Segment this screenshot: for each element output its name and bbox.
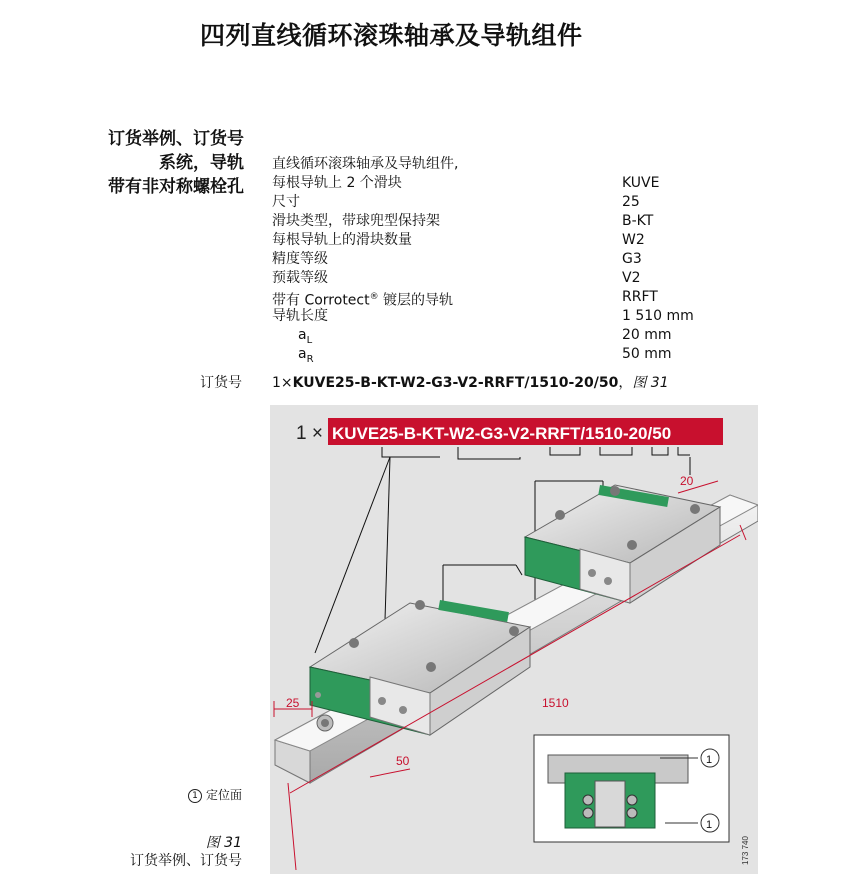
spec-value: 50 mm xyxy=(622,346,672,362)
side-heading-line-2: 系统，导轨 xyxy=(159,153,244,173)
spec-label: 每根导轨上 2 个滑块 xyxy=(272,175,402,191)
order-number: 1×KUVE25-B-KT-W2-G3-V2-RRFT/1510-20/50，图 31 xyxy=(272,375,669,391)
spec-intro-text: 直线循环滚珠轴承及导轨组件, xyxy=(272,156,459,172)
spec-value: G3 xyxy=(622,251,642,267)
spec-label: 带有 Corrotect® 镀层的导轨 xyxy=(272,292,454,309)
spec-label: 预载等级 xyxy=(272,270,328,286)
figure-caption-text: 订货举例、订货号 xyxy=(130,853,242,869)
dim-label-50: 50 xyxy=(396,754,410,768)
side-heading-line-1: 订货举例、订货号 xyxy=(108,129,244,149)
dim-label-20: 20 xyxy=(680,474,694,488)
svg-text:1: 1 xyxy=(706,754,713,766)
spec-row xyxy=(272,345,752,364)
figure-code-prefix: 1 × xyxy=(296,423,323,444)
dim-label-1510: 1510 xyxy=(542,696,569,710)
side-heading xyxy=(40,127,244,199)
page-title: 四列直线循环滚珠轴承及导轨组件 xyxy=(200,21,583,50)
spec-row xyxy=(272,307,752,326)
legend xyxy=(100,786,242,803)
spec-row xyxy=(272,174,752,193)
side-heading-line-3: 带有非对称螺栓孔 xyxy=(108,177,244,197)
spec-row xyxy=(272,250,752,269)
figure-code-text: KUVE25-B-KT-W2-G3-V2-RRFT/1510-20/50 xyxy=(332,424,672,443)
spec-label: 精度等级 xyxy=(272,251,328,267)
spec-row xyxy=(272,288,752,307)
order-code: KUVE25-B-KT-W2-G3-V2-RRFT/1510-20/50 xyxy=(292,375,619,391)
figure-31 xyxy=(270,405,758,874)
dim-label-25: 25 xyxy=(286,696,300,710)
spec-row xyxy=(272,212,752,231)
figure-caption-number: 图 31 xyxy=(205,835,242,851)
spec-label: 滑块类型，带球兜型保持架 xyxy=(272,213,440,229)
spec-label: 导轨长度 xyxy=(272,308,328,324)
spec-value: KUVE xyxy=(622,175,660,191)
spec-value: RRFT xyxy=(622,289,658,305)
spec-row xyxy=(272,269,752,288)
spec-value: W2 xyxy=(622,232,645,248)
spec-value: B-KT xyxy=(622,213,654,229)
spec-row xyxy=(272,193,752,212)
image-id: 173 740 xyxy=(741,836,750,865)
spec-row xyxy=(272,326,752,345)
spec-value: 1 510 mm xyxy=(622,308,694,324)
callout-number-icon: 1 xyxy=(188,789,202,803)
spec-value: V2 xyxy=(622,270,641,286)
spec-value: 25 xyxy=(622,194,640,210)
figure-reference: 图 31 xyxy=(632,375,669,391)
linear-guide-illustration xyxy=(270,405,758,874)
spec-label: $a_R$ xyxy=(298,346,314,365)
svg-text:1: 1 xyxy=(706,819,713,831)
spec-row xyxy=(272,231,752,250)
spec-intro xyxy=(272,155,752,174)
spec-label: 每根导轨上的滑块数量 xyxy=(272,232,412,248)
spec-label: 尺寸 xyxy=(272,194,300,210)
order-number-label: 订货号 xyxy=(200,375,242,391)
spec-value: 20 mm xyxy=(622,327,672,343)
spec-label: $a_L$ xyxy=(298,327,313,346)
legend-text: 定位面 xyxy=(205,788,242,802)
